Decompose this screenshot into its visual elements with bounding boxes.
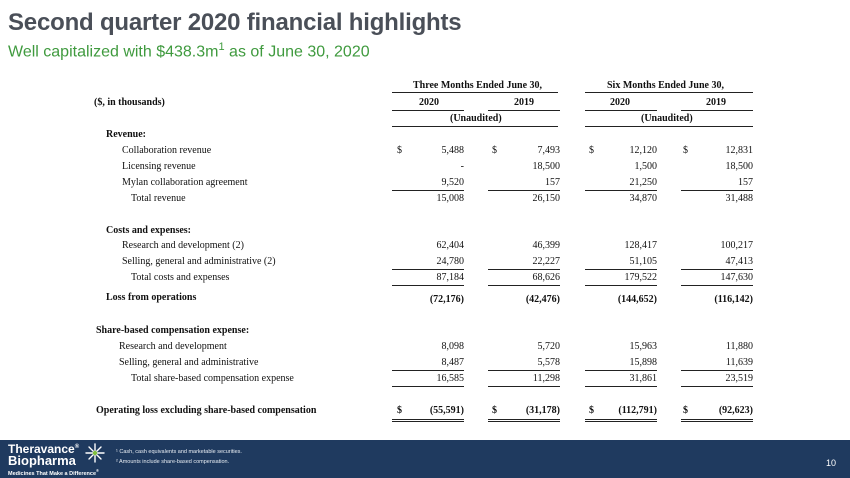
cell-value: 1,500	[634, 161, 657, 172]
double-underline	[681, 421, 753, 422]
unaudited-label: (Unaudited)	[641, 113, 693, 124]
double-underline	[392, 421, 464, 422]
footer-bar	[0, 440, 850, 478]
divider	[488, 190, 560, 191]
divider	[585, 285, 657, 286]
year-header: 2019	[514, 97, 534, 108]
cell-value: 47,413	[725, 256, 753, 267]
currency-symbol: $	[683, 145, 688, 156]
divider	[488, 110, 560, 111]
double-underline	[488, 419, 560, 420]
divider	[488, 370, 560, 371]
double-underline	[585, 419, 657, 420]
company-logo-line1: Theravance®	[8, 442, 80, 456]
page-number: 10	[825, 458, 836, 468]
row-label: Loss from operations	[106, 292, 197, 303]
divider	[681, 190, 753, 191]
divider	[681, 370, 753, 371]
double-underline	[681, 419, 753, 420]
cell-value: (92,623)	[718, 405, 753, 416]
cell-value: 15,963	[629, 341, 657, 352]
divider	[681, 110, 753, 111]
cell-value: 31,861	[629, 373, 657, 384]
section-share-based: Share-based compensation expense:	[96, 325, 250, 336]
divider	[585, 110, 657, 111]
cell-value: 12,831	[725, 145, 753, 156]
cell-value: (112,791)	[618, 405, 657, 416]
cell-value: 12,120	[629, 145, 657, 156]
currency-symbol: $	[589, 405, 594, 416]
row-label: Total revenue	[131, 193, 186, 204]
currency-symbol: $	[397, 145, 402, 156]
divider	[488, 386, 560, 387]
logo-star-icon	[84, 442, 106, 464]
divider	[585, 269, 657, 270]
company-logo-line2: Biopharma	[8, 453, 76, 468]
divider	[392, 92, 558, 93]
divider	[681, 285, 753, 286]
row-label: Operating loss excluding share-based compensation	[96, 405, 317, 416]
divider	[488, 269, 560, 270]
cell-value: 8,098	[441, 341, 464, 352]
divider	[681, 269, 753, 270]
cell-value: 34,870	[629, 193, 657, 204]
row-label: Licensing revenue	[122, 161, 196, 172]
cell-value: (72,176)	[429, 294, 464, 305]
divider	[585, 190, 657, 191]
group-header-three-months: Three Months Ended June 30,	[413, 80, 543, 91]
cell-value: 5,720	[537, 341, 560, 352]
cell-value: 26,150	[532, 193, 560, 204]
row-label: Research and development (2)	[122, 240, 244, 251]
cell-value: 147,630	[720, 272, 753, 283]
currency-symbol: $	[397, 405, 402, 416]
divider	[585, 386, 657, 387]
divider	[392, 190, 464, 191]
row-label: Research and development	[119, 341, 227, 352]
row-label: Collaboration revenue	[122, 145, 212, 156]
cell-value: (42,476)	[525, 294, 560, 305]
cell-value: 24,780	[436, 256, 464, 267]
currency-symbol: $	[492, 405, 497, 416]
cell-value: 11,639	[725, 357, 753, 368]
cell-value: 5,488	[441, 145, 464, 156]
divider	[585, 370, 657, 371]
units-label: ($, in thousands)	[94, 97, 165, 108]
group-header-six-months: Six Months Ended June 30,	[607, 80, 724, 91]
cell-value: -	[460, 161, 464, 172]
divider	[392, 269, 464, 270]
divider	[585, 126, 753, 127]
cell-value: (31,178)	[525, 405, 560, 416]
cell-value: 157	[545, 177, 560, 188]
cell-value: 87,184	[436, 272, 464, 283]
currency-symbol: $	[589, 145, 594, 156]
cell-value: 7,493	[537, 145, 560, 156]
cell-value: (144,652)	[617, 294, 657, 305]
unaudited-label: (Unaudited)	[450, 113, 502, 124]
divider	[392, 110, 464, 111]
divider	[392, 370, 464, 371]
cell-value: 51,105	[629, 256, 657, 267]
cell-value: 128,417	[624, 240, 657, 251]
subtitle-rest: as of June 30, 2020	[224, 43, 370, 61]
subtitle-footnote-marker: 1	[218, 41, 225, 53]
cell-value: 11,880	[725, 341, 753, 352]
year-header: 2019	[706, 97, 726, 108]
page-title: Second quarter 2020 financial highlights	[8, 9, 462, 36]
cell-value: 22,227	[532, 256, 560, 267]
divider	[585, 92, 753, 93]
cell-value: 31,488	[725, 193, 753, 204]
row-label: Selling, general and administrative	[119, 357, 259, 368]
cell-value: (116,142)	[714, 294, 753, 305]
cell-value: 68,626	[532, 272, 560, 283]
year-header: 2020	[610, 97, 630, 108]
cell-value: (55,591)	[429, 405, 464, 416]
cell-value: 15,898	[629, 357, 657, 368]
cell-value: 18,500	[532, 161, 560, 172]
cell-value: 62,404	[436, 240, 464, 251]
row-label: Mylan collaboration agreement	[122, 177, 248, 188]
divider	[392, 386, 464, 387]
cell-value: 11,298	[532, 373, 560, 384]
section-revenue: Revenue:	[106, 129, 146, 140]
company-tagline: Medicines That Make a Difference®	[8, 468, 99, 477]
cell-value: 18,500	[725, 161, 753, 172]
year-header: 2020	[419, 97, 439, 108]
section-costs: Costs and expenses:	[106, 225, 192, 236]
divider	[488, 285, 560, 286]
divider	[392, 285, 464, 286]
cell-value: 179,522	[624, 272, 657, 283]
double-underline	[488, 421, 560, 422]
double-underline	[392, 419, 464, 420]
cell-value: 8,487	[441, 357, 464, 368]
divider	[681, 386, 753, 387]
subtitle-text: Well capitalized with $438.3m	[8, 43, 219, 61]
cell-value: 100,217	[720, 240, 753, 251]
cell-value: 15,008	[436, 193, 464, 204]
currency-symbol: $	[683, 405, 688, 416]
divider	[392, 126, 558, 127]
currency-symbol: $	[492, 145, 497, 156]
cell-value: 46,399	[532, 240, 560, 251]
cell-value: 16,585	[436, 373, 464, 384]
cell-value: 5,578	[537, 357, 560, 368]
cell-value: 157	[738, 177, 753, 188]
row-label: Selling, general and administrative (2)	[122, 256, 276, 267]
footnote-2: ² Amounts include share-based compensation.	[116, 459, 230, 465]
cell-value: 23,519	[725, 373, 753, 384]
cell-value: 9,520	[441, 177, 464, 188]
double-underline	[585, 421, 657, 422]
row-label: Total costs and expenses	[131, 272, 230, 283]
footnote-1: ¹ Cash, cash equivalents and marketable securities.	[116, 449, 242, 455]
cell-value: 21,250	[629, 177, 657, 188]
row-label: Total share-based compensation expense	[131, 373, 294, 384]
